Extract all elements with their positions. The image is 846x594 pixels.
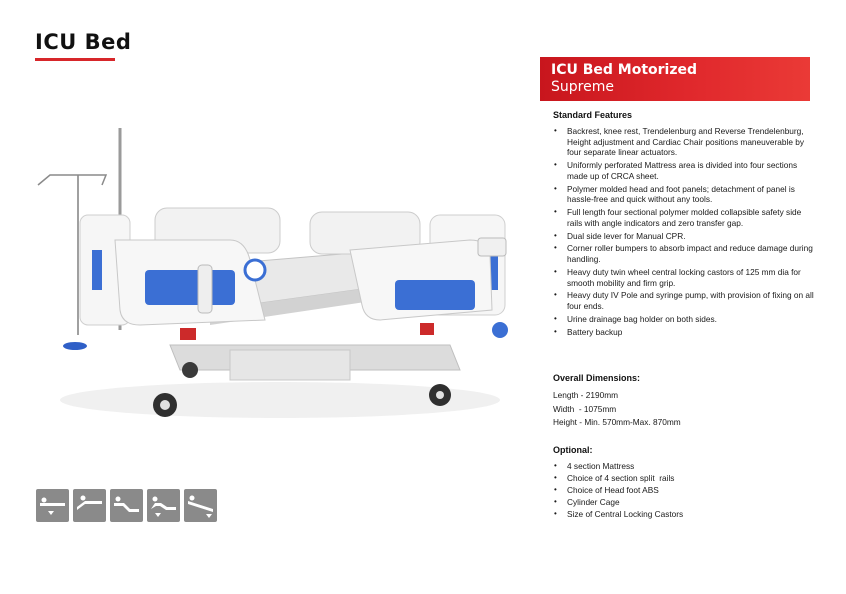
dimension-length: Length - 2190mm	[553, 390, 619, 400]
list-item: • Size of Central Locking Castors	[553, 508, 683, 520]
list-item: • Uniformly perforated Mattress area is divided into four sections made up of CRCA sheet.	[553, 160, 815, 181]
list-item: • Battery backup	[553, 327, 815, 338]
reverse-trendelenburg-position-icon	[184, 489, 217, 522]
optional-heading: Optional:	[553, 445, 593, 455]
banner-title: ICU Bed Motorized	[551, 62, 698, 78]
list-item: • Heavy duty twin wheel central locking castors of 125 mm dia for smooth mobility and firm grip.	[553, 267, 815, 288]
dimension-width: Width - 1075mm	[553, 403, 617, 414]
list-item: • Urine drainage bag holder on both sides.	[553, 314, 815, 325]
list-item: • Polymer molded head and foot panels; detachment of panel is hassle-free and quick without any tools.	[553, 184, 815, 205]
list-item: • Choice of 4 section split rails	[553, 472, 683, 484]
list-item: • Choice of Head foot ABS	[553, 484, 683, 496]
standard-features-list	[553, 126, 815, 340]
list-item: • 4 section Mattress	[553, 460, 683, 472]
list-item: • Dual side lever for Manual CPR.	[553, 231, 815, 242]
overall-dimensions	[553, 389, 681, 430]
trendelenburg-position-icon	[147, 489, 180, 522]
page-title: ICU Bed	[35, 30, 132, 54]
position-icons	[36, 489, 217, 522]
overall-dimensions-heading: Overall Dimensions:	[553, 373, 641, 383]
optional-list	[553, 460, 683, 520]
cardiac-chair-position-icon	[110, 489, 143, 522]
product-banner	[540, 57, 810, 101]
list-item: • Backrest, knee rest, Trendelenburg and Reverse Trendelenburg, Height adjustment and Cardiac Chair positions maneuverable by four separate linear actuators.	[553, 126, 815, 158]
backrest-position-icon	[73, 489, 106, 522]
list-item: • Full length four sectional polymer molded collapsible safety side rails with angle indicators and zero transfer gap.	[553, 207, 815, 228]
list-item: • Corner roller bumpers to absorb impact and reduce damage during handling.	[553, 243, 815, 264]
dimension-height: Height - Min. 570mm-Max. 870mm	[553, 417, 681, 427]
icu-bed-image	[30, 120, 530, 430]
flat-position-icon	[36, 489, 69, 522]
title-underline	[35, 58, 115, 61]
list-item: • Heavy duty IV Pole and syringe pump, with provision of fixing on all four ends.	[553, 290, 815, 311]
list-item: • Cylinder Cage	[553, 496, 683, 508]
standard-features-heading: Standard Features	[553, 110, 633, 120]
banner-subtitle: Supreme	[551, 79, 614, 95]
